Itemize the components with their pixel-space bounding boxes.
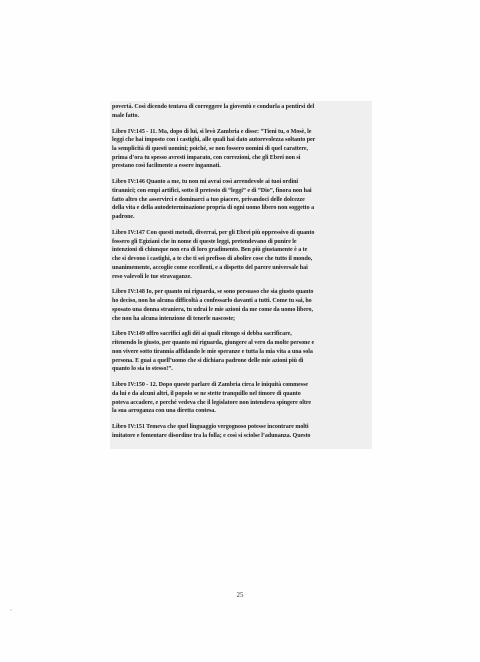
paragraph-libro-iv-149: Libro IV:149 offro sacrifici agli dèi ai quali ritengo si debba sacrificare, ritenendo lo giusto, per quanto mi riguarda, giungere al vero da molte persone e non vivere sotto tirannia affidando le mie speranze e tutta la mia vita a una sola persona. E guai a quell’uomo che si dichiara padrone delle mie azioni più di quanto lo sia io stesso!”. [112, 331, 315, 373]
paragraph-libro-iv-150: Libro IV:150 - 12. Dopo queste parlare di Zambria circa le iniquità commesse da lui e da alcuni altri, il popolo se ne stette tranquillo nel timore di quanto poteva accadere, e perché vedeva che il legislatore non intendeva spingere oltre la sua arroganza con una diretta contesa. [112, 382, 311, 415]
paragraph-libro-iv-151: Libro IV:151 Temeva che quel linguaggio vergognoso potesse incontrare molti imitatore e fomentare disordine tra la folla; e così si sciolse l’adunanza. Questo [112, 424, 311, 439]
paragraph-libro-iv-146: Libro IV:146 Quanto a me, tu non mi avrai così arrendevole ai tuoi ordini tirannici; con empi artifici, sotto il pretesto di “leggi” e di “Dio”, finora non hai fatto altro che asservirci e dominarci a tuo piacere, privandoci delle dolcezze della vita e della autodeterminazione propria di ogni uomo libero non soggetto a padrone. [112, 179, 315, 221]
paragraph-libro-iv-145: Libro IV:145 - 11. Ma, dopo di lui, si levò Zambria e disse: “Tieni tu, o Mosè, le leggi che hai imposto con i castighi, alle quali hai dato autorevolezza soltanto per la semplicità di questi uomini; poiché, se non fossero uomini di quel carattere, prima d’ora tu spesso avresti imparato, con correzioni, che gli Ebrei non si prestano così facilmente a essere ingannati. [112, 128, 316, 170]
text-block [110, 101, 372, 449]
paragraph-poverta: povertà. Così dicendo tentava di correggere la gioventù e condurla a pentirsi del male fatto. [112, 104, 315, 119]
paragraph-libro-iv-147: Libro IV:147 Con questi metodi, diverrai, per gli Ebrei più oppressivo di quanto fossero gli Egiziani che in nome di queste leggi, pretendevano di punire le intenzioni di chiunque non era di loro gradimento. Ben più giustamente è a te che si devono i castighi, a te che ti sei prefisso di abolire cose che tutto il mondo, unanimemente, accoglie come eccellenti, e a dispetto del parere universale hai reso valevoli le tue stravaganze. [112, 230, 315, 280]
page-number: 25 [236, 591, 244, 599]
scan-speck [10, 609, 12, 611]
paragraph-libro-iv-148: Libro IV:148 Io, per quanto mi riguarda, se sono persuaso che sia giusto quanto ho deciso, non ho alcuna difficoltà a confessarlo davanti a tutti. Come tu sai, ho sposato una donna straniera, tu udrai le mie azioni da me come da uomo libero, che non ha alcuna intenzione di tenerle nascoste; [112, 289, 314, 322]
